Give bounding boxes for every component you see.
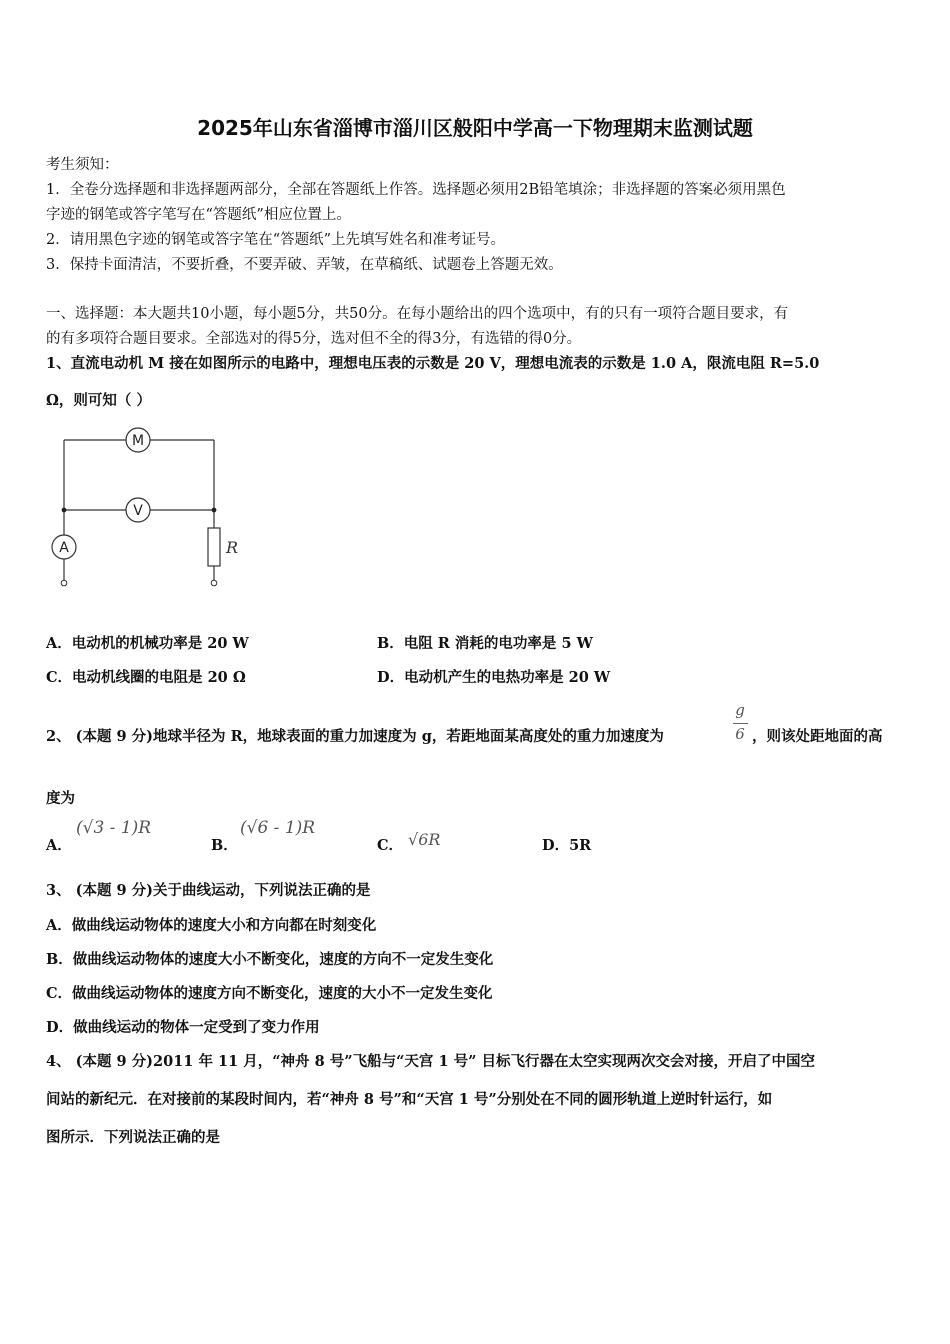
q1-option-b: B．电阻 R 消耗的电功率是 5 W bbox=[377, 635, 593, 652]
q4-stem-cont-2: 图所示．下列说法正确的是 bbox=[46, 1129, 220, 1146]
q1-option-d: D．电动机产生的电热功率是 20 W bbox=[377, 669, 611, 686]
q2-option-c-math: √6R bbox=[408, 830, 441, 849]
q2-option-b-math: (√6 - 1)R bbox=[240, 818, 316, 838]
q2-option-d: D．5R bbox=[542, 837, 592, 854]
ammeter-label: A bbox=[59, 540, 69, 556]
q1-stem-cont: Ω，则可知（ ） bbox=[46, 392, 151, 409]
q3-option-b: B．做曲线运动物体的速度大小不断变化，速度的方向不一定发生变化 bbox=[46, 951, 494, 968]
page-title: 2025年山东省淄博市淄川区般阳中学高一下物理期末监测试题 bbox=[197, 116, 753, 140]
notice-heading: 考生须知： bbox=[46, 157, 119, 173]
q2-option-c-label: C． bbox=[377, 837, 404, 854]
circuit-diagram bbox=[40, 420, 250, 595]
terminal-left bbox=[61, 580, 67, 586]
q1-option-c: C．电动机线圈的电阻是 20 Ω bbox=[46, 669, 246, 686]
q3-stem: 3、 (本题 9 分)关于曲线运动，下列说法正确的是 bbox=[46, 882, 371, 899]
terminal-right bbox=[211, 580, 217, 586]
q1-option-a: A．电动机的机械功率是 20 W bbox=[46, 635, 249, 652]
q4-stem: 4、 (本题 9 分)2011 年 11 月，“神舟 8 号”飞船与“天宫 1 号” 目标飞行器在太空实现两次交会对接，开启了中国空 bbox=[46, 1053, 815, 1070]
voltmeter-label: V bbox=[133, 503, 143, 519]
q2-fraction-denominator: 6 bbox=[735, 725, 745, 743]
q2-stem-cont: 度为 bbox=[46, 790, 75, 807]
q2-fraction-numerator: g bbox=[735, 701, 745, 719]
notice-item-3: 3．保持卡面清洁，不要折叠，不要弄破、弄皱，在草稿纸、试题卷上答题无效。 bbox=[46, 257, 563, 273]
junction-right bbox=[212, 508, 217, 513]
q2-option-a-label: A． bbox=[46, 837, 72, 854]
q3-option-c: C．做曲线运动物体的速度方向不断变化，速度的大小不一定发生变化 bbox=[46, 985, 493, 1002]
q2-stem: 2、 (本题 9 分)地球半径为 R，地球表面的重力加速度为 g，若距地面某高度处的重力加速度为 bbox=[46, 728, 664, 745]
notice-item-1: 1．全卷分选择题和非选择题两部分，全部在答题纸上作答。选择题必须用2B铅笔填涂；非选择题的答案必须用黑色 bbox=[46, 182, 786, 198]
q2-option-a-math: (√3 - 1)R bbox=[76, 818, 152, 838]
q3-option-a: A．做曲线运动物体的速度大小和方向都在时刻变化 bbox=[46, 917, 377, 934]
junction-left bbox=[62, 508, 67, 513]
notice-item-2: 2．请用黑色字迹的钢笔或答字笔在“答题纸”上先填写姓名和准考证号。 bbox=[46, 232, 506, 248]
section1-intro: 一、选择题：本大题共10小题，每小题5分，共50分。在每小题给出的四个选项中，有的只有一项符合题目要求，有 bbox=[46, 306, 789, 322]
q2-option-b-label: B． bbox=[211, 837, 238, 854]
q4-stem-cont-1: 间站的新纪元．在对接前的某段时间内，若“神舟 8 号”和“天宫 1 号”分别处在不同的圆形轨道上逆时针运行，如 bbox=[46, 1091, 773, 1108]
q1-stem: 1、直流电动机 M 接在如图所示的电路中，理想电压表的示数是 20 V，理想电流表的示数是 1.0 A，限流电阻 R=5.0 bbox=[46, 355, 820, 372]
q2-fraction-bar bbox=[733, 723, 748, 724]
resistor-label: R bbox=[226, 538, 239, 557]
section1-intro-cont: 的有多项符合题目要求。全部选对的得5分，选对但不全的得3分，有选错的得0分。 bbox=[46, 331, 582, 347]
q3-option-d: D．做曲线运动的物体一定受到了变力作用 bbox=[46, 1019, 320, 1036]
motor-label: M bbox=[131, 433, 145, 449]
notice-item-1-cont: 字迹的钢笔或答字笔写在“答题纸”相应位置上。 bbox=[46, 207, 351, 223]
q2-stem-end: ，则该处距地面的高 bbox=[752, 728, 883, 745]
resistor-symbol bbox=[208, 528, 220, 566]
